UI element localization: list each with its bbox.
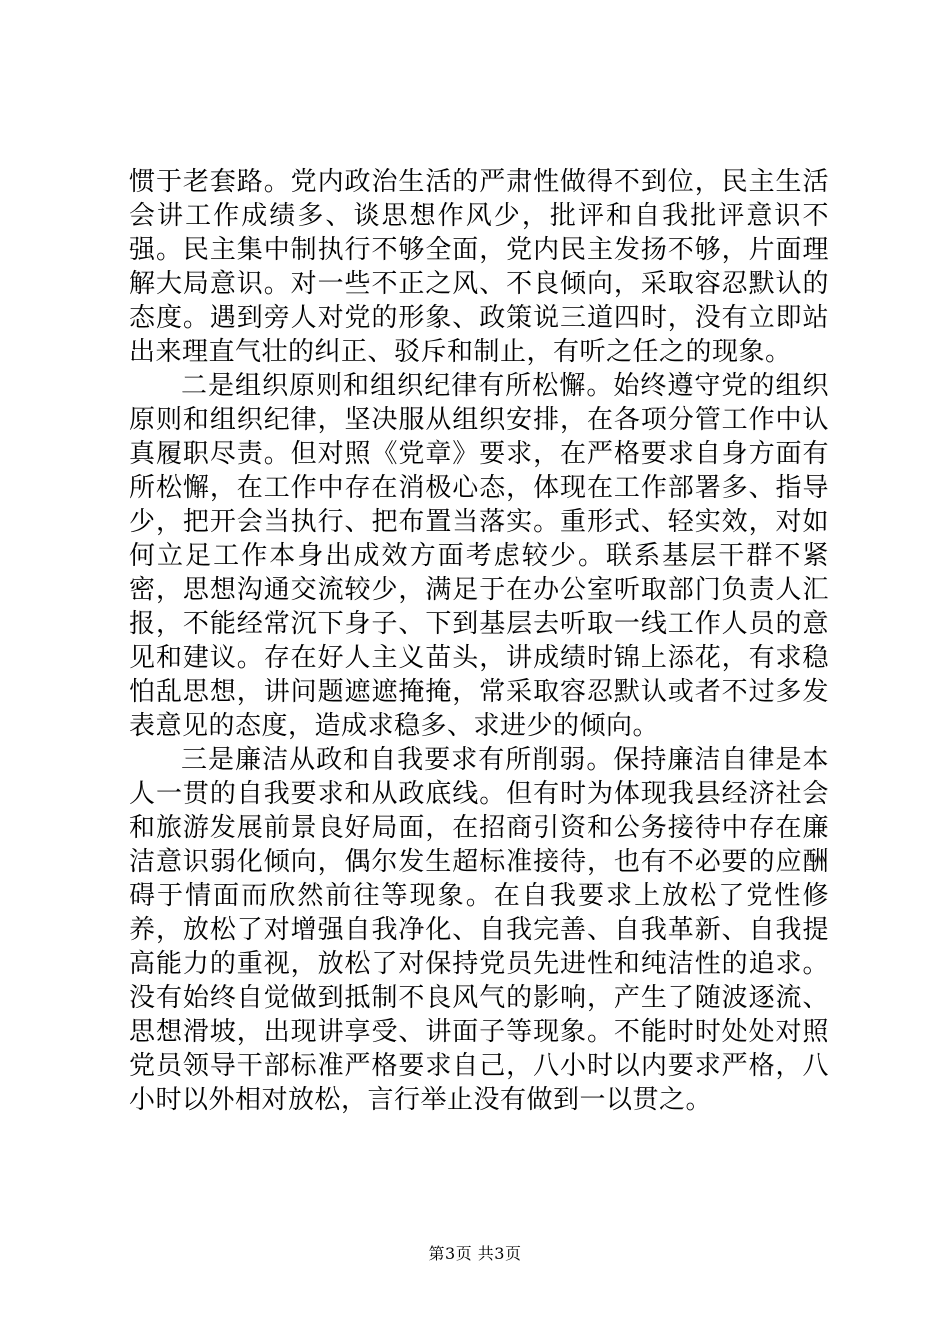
paragraph-2: 二是组织原则和组织纪律有所松懈。始终遵守党的组织原则和组织纪律，坚决服从组织安排，在各项分管工作中认真履职尽责。但对照《党章》要求，在严格要求自身方面有所松懈，在工作中存在消极心态，体现在工作部署多、指导少，把开会当执行、把布置当落实。重形式、轻实效，对如何立足工作本身出成效方面考虑较少。联系基层干群不紧密，思想沟通交流较少，满足于在办公室听取部门负责人汇报，不能经常沉下身子、下到基层去听取一线工作人员的意见和建议。存在好人主义苗头，讲成绩时锦上添花，有求稳怕乱思想，讲问题遮遮掩掩，常采取容忍默认或者不过多发表意见的态度，造成求稳多、求进少的倾向。	[129, 371, 829, 741]
paragraph-1: 惯于老套路。党内政治生活的严肃性做得不到位，民主生活会讲工作成绩多、谈思想作风少，批评和自我批评意识不强。民主集中制执行不够全面，党内民主发扬不够，片面理解大局意识。对一些不正之风、不良倾向，采取容忍默认的态度。遇到旁人对党的形象、政策说三道四时，没有立即站出来理直气壮的纠正、驳斥和制止，有听之任之的现象。	[129, 167, 829, 367]
document-body	[129, 165, 829, 1117]
paragraph-3: 三是廉洁从政和自我要求有所削弱。保持廉洁自律是本人一贯的自我要求和从政底线。但有时为体现我县经济社会和旅游发展前景良好局面，在招商引资和公务接待中存在廉洁意识弱化倾向，偶尔发生超标准接待，也有不必要的应酬碍于情面而欣然前往等现象。在自我要求上放松了党性修养，放松了对增强自我净化、自我完善、自我革新、自我提高能力的重视，放松了对保持党员先进性和纯洁性的追求。没有始终自觉做到抵制不良风气的影响，产生了随波逐流、思想滑坡，出现讲享受、讲面子等现象。不能时时处处对照党员领导干部标准严格要求自己，八小时以内要求严格，八小时以外相对放松，言行举止没有做到一以贯之。	[129, 745, 829, 1115]
page-footer: 第3页 共3页	[428, 1244, 522, 1263]
